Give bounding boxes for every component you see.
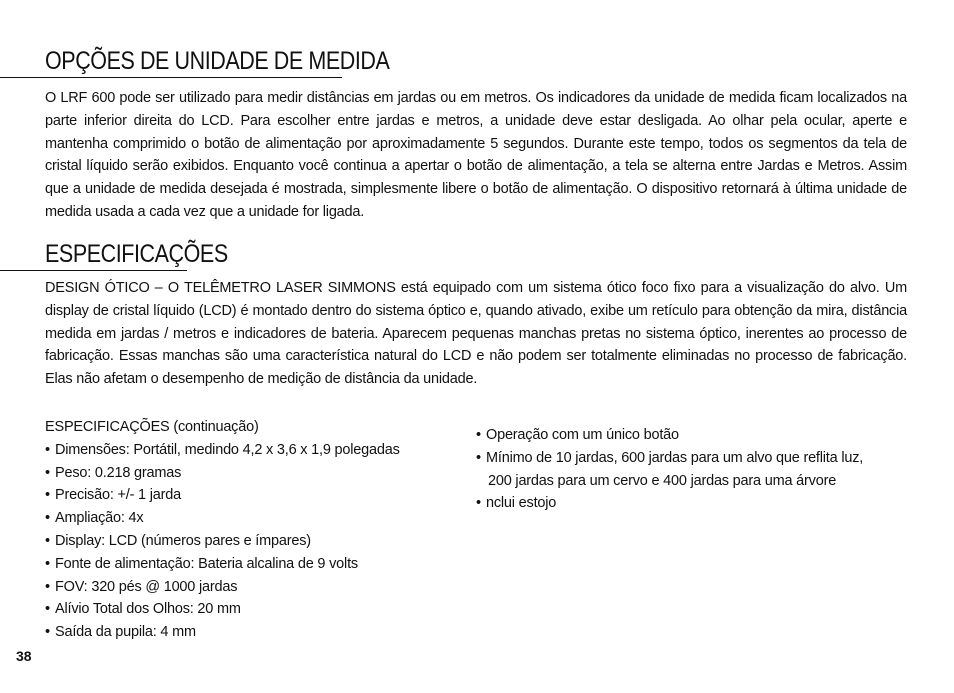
title-underline [0, 270, 187, 271]
specs-heading: ESPECIFICAÇÕES (continuação) [45, 419, 259, 435]
list-item: • Saída da pupila: 4 mm [45, 624, 196, 641]
measurement-units-paragraph: O LRF 600 pode ser utilizado para medir distâncias em jardas ou em metros. Os indicadores da unidade de medida ficam localizados na parte inferior direita do LCD. Para escolher entre jardas e metros, a unidade deve estar desligada. Ao olhar pela ocular, aperte e mantenha comprimido o botão de alimentação por aproximadamente 5 segundos. Durante este tempo, todos os segmentos da tela de cristal líquido serão exibidos. Enquanto você continua a apertar o botão de alimentação, a tela se alterna entre Jardas e Metros. Assim que a unidade de medida desejada é mostrada, simplesmente libere o botão de alimentação. O dispositivo retornará à última unidade de medida usada a cada vez que a unidade for ligada. [45, 90, 907, 220]
list-item: • nclui estojo [476, 495, 557, 512]
title-underline [0, 77, 342, 78]
list-item: • Mínimo de 10 jardas, 600 jardas para um alvo que reflita luz, [476, 449, 864, 466]
list-item: • Operação com um único botão [476, 427, 679, 443]
optical-design-paragraph: DESIGN ÓTICO – O TELÊMETRO LASER SIMMONS está equipado com um sistema ótico foco fixo para a visualização do alvo. Um display de cristal líquido (LCD) é montado dentro do sistema óptico e, quando ativado, exibe um retículo para obtenção da mira, distância medida em jardas / metros e indicadores de bateria. Aparecem pequenas manchas pretas no sistema óptico, inerentes ao processo de fabricação. Essas manchas são uma característica natural do LCD e não podem ser totalmente eliminadas no processo de fabricação. Elas não afetam o desempenho de medição de distância da unidade. [45, 280, 907, 388]
section-title-specifications: ESPECIFICAÇÕES [45, 240, 228, 268]
list-item: • Peso: 0.218 gramas [45, 464, 182, 481]
specs-list-left [45, 416, 400, 644]
specs-list-right [476, 424, 863, 515]
list-item: • Ampliação: 4x [45, 510, 144, 527]
list-item-continuation: 200 jardas para um cervo e 400 jardas para uma árvore [488, 472, 837, 489]
list-item: • Dimensões: Portátil, medindo 4,2 x 3,6 x 1,9 polegadas [45, 441, 400, 458]
list-item: • Alívio Total dos Olhos: 20 mm [45, 601, 241, 618]
section-title-measurement-units: OPÇÕES DE UNIDADE DE MEDIDA [45, 47, 390, 75]
list-item: • FOV: 320 pés @ 1000 jardas [45, 578, 238, 595]
list-item: • Fonte de alimentação: Bateria alcalina de 9 volts [45, 555, 358, 572]
page-number: 38 [16, 648, 32, 664]
list-item: • Precisão: +/- 1 jarda [45, 487, 181, 504]
list-item: • Display: LCD (números pares e ímpares) [45, 532, 311, 549]
